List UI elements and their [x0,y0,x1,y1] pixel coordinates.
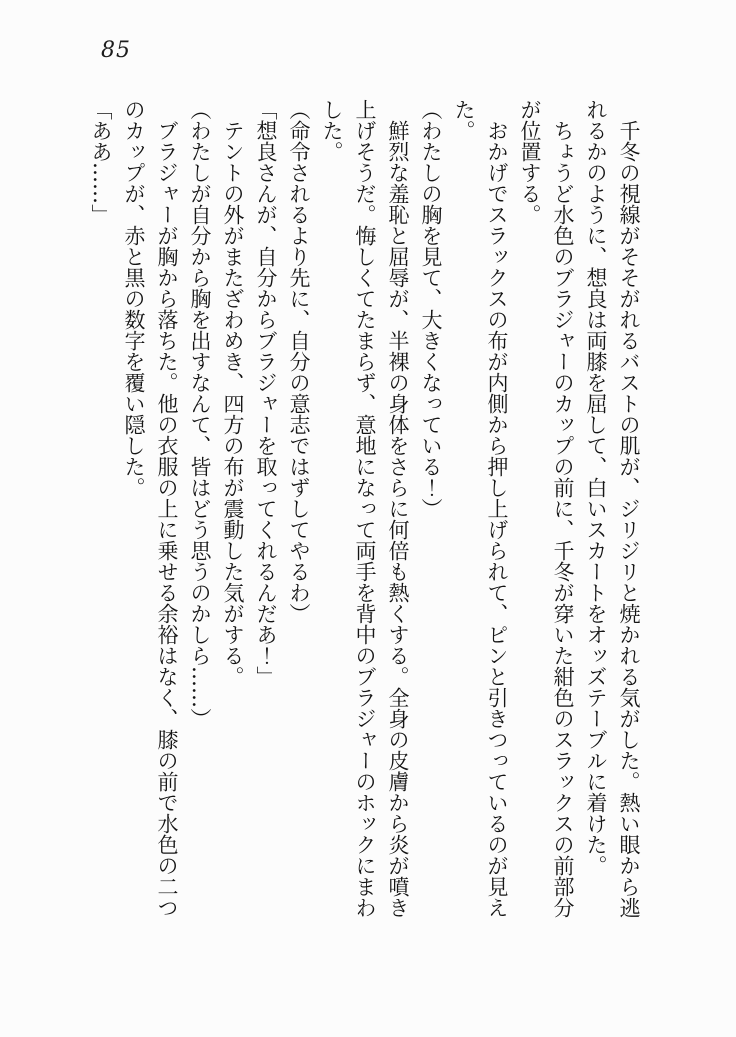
paragraph-thought: （わたしが自分から胸を出すなんて、皆はどう思うのかしら……） [188,99,212,729]
paragraph: ちょうど水色のブラジャーのカップの前に、千冬が穿いた紺色のスラックスの前部分が位置する。 [518,99,575,918]
page-number: 85 [101,38,131,63]
page-text [87,99,645,929]
paragraph: 鮮烈な羞恥と屈辱が、半裸の身体をさらに何倍も熱くする。全身の皮膚から炎が噴き上げそうだ。悔しくてたまらず、意地になって両手を背中のブラジャーのホックにまわした。 [320,99,410,918]
paragraph: おかげでスラックスの布が内側から押し上げられて、ピンと引きつっているのが見えた。 [452,99,509,918]
paragraph: テントの外がまたざわめき、四方の布が震動した気がする。 [221,120,245,687]
paragraph: ブラジャーが胸から落ちた。他の衣服の上に乗せる余裕はなく、膝の前で水色の二つのカップが、赤と黒の数字を覆い隠した。 [122,99,179,918]
paragraph: 千冬の視線がそそがれるバストの肌が、ジリジリと焼かれる気がした。熱い眼から逃れるかのように、想良は両膝を屈して、白いスカートをオッズテーブルに着けた。 [584,99,641,918]
paragraph-dialogue: 「ああ……」 [89,99,113,225]
paragraph-dialogue: 「想良さんが、自分からブラジャーを取ってくれるんだあ！」 [254,99,278,687]
paragraph-thought: （命令されるより先に、自分の意志ではずしてやるわ） [287,99,311,624]
paragraph-thought: （わたしの胸を見て、大きくなっている！） [419,99,443,519]
